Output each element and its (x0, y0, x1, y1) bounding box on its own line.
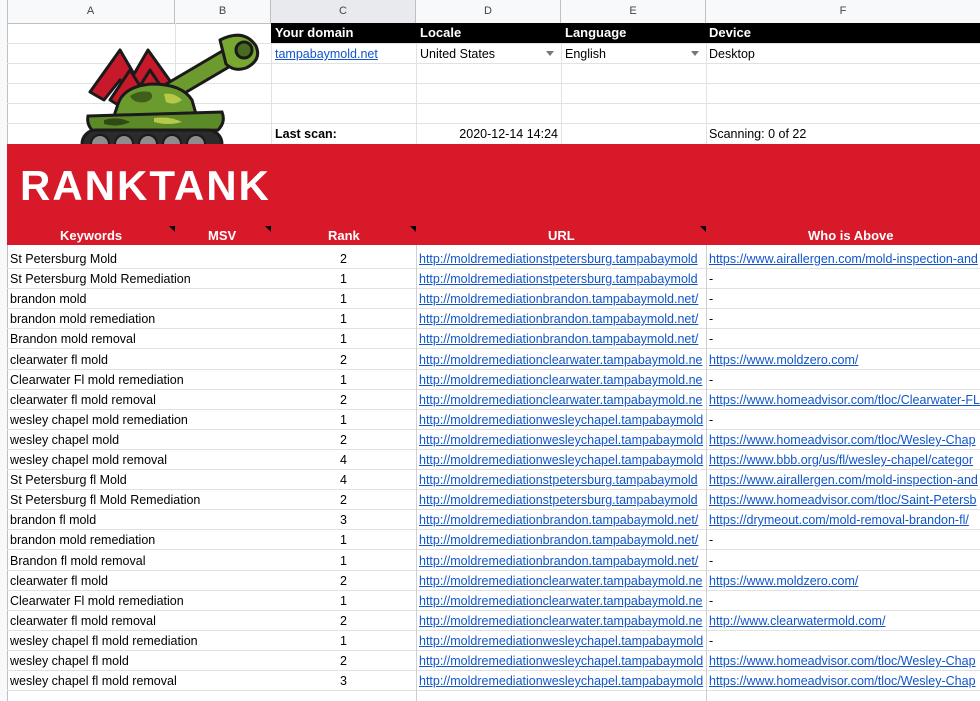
rank-cell: 1 (340, 554, 347, 568)
rank-cell: 1 (340, 413, 347, 427)
keyword-cell: St Petersburg Mold (10, 252, 117, 266)
who-is-above-cell: - (709, 533, 714, 547)
url-cell[interactable] (419, 309, 705, 329)
who-is-above-cell[interactable] (709, 571, 980, 591)
who-is-above-cell-link[interactable]: https://www.homeadvisor.com/tloc/Wesley-Chap (709, 433, 976, 447)
url-cell-link[interactable]: http://moldremediationclearwater.tampabaymold.ne (419, 594, 703, 608)
url-cell[interactable] (419, 571, 705, 591)
keyword-cell: St Petersburg fl Mold Remediation (10, 493, 201, 507)
keyword-cell: wesley chapel fl mold remediation (10, 634, 198, 648)
filter-icon[interactable] (265, 226, 271, 232)
url-cell-link[interactable]: http://moldremediationbrandon.tampabaymold.net/ (419, 554, 699, 568)
who-is-above-cell-link[interactable]: https://www.moldzero.com/ (709, 353, 859, 367)
who-is-above-cell-link[interactable]: https://www.homeadvisor.com/tloc/Wesley-Chap (709, 654, 976, 668)
msv-column-header[interactable]: MSV (208, 228, 237, 243)
rank-cell: 2 (340, 252, 347, 266)
url-cell[interactable] (419, 430, 705, 450)
rank-cell: 1 (340, 594, 347, 608)
keyword-cell: Brandon fl mold removal (10, 554, 146, 568)
url-cell-link[interactable]: http://moldremediationstpetersburg.tampabaymold (419, 493, 698, 507)
keyword-cell: wesley chapel fl mold removal (10, 674, 177, 688)
url-cell-link[interactable]: http://moldremediationclearwater.tampabaymold.ne (419, 614, 703, 628)
keyword-cell: clearwater fl mold removal (10, 393, 156, 407)
column-header-f[interactable]: F (839, 5, 847, 17)
url-cell[interactable] (419, 269, 705, 289)
locale-label: Locale (420, 25, 462, 40)
rank-cell: 2 (340, 574, 347, 588)
url-cell-link[interactable]: http://moldremediationstpetersburg.tampabaymold (419, 252, 698, 266)
rank-cell: 2 (340, 493, 347, 507)
url-cell[interactable] (419, 350, 705, 370)
who-is-above-cell: - (709, 594, 714, 608)
rank-cell: 4 (340, 453, 347, 467)
keywords-column-header[interactable]: Keywords (60, 228, 123, 243)
column-header-bar (0, 0, 980, 24)
last-scan-label: Last scan: (275, 127, 337, 141)
url-cell-link[interactable]: http://moldremediationbrandon.tampabaymold.net/ (419, 513, 699, 527)
keyword-cell: wesley chapel mold remediation (10, 413, 188, 427)
who-is-above-cell: - (709, 413, 714, 427)
keyword-cell: clearwater fl mold (10, 574, 108, 588)
who-is-above-cell-link[interactable]: https://www.homeadvisor.com/tloc/Saint-Petersb (709, 493, 977, 507)
url-cell-link[interactable]: http://moldremediationbrandon.tampabaymold.net/ (419, 533, 699, 547)
url-cell[interactable] (419, 631, 705, 651)
url-cell[interactable] (419, 289, 705, 309)
url-cell-link[interactable]: http://moldremediationwesleychapel.tampabaymold (419, 413, 704, 427)
who-is-above-cell: - (709, 634, 714, 648)
rank-cell: 1 (340, 373, 347, 387)
url-cell-link[interactable]: http://moldremediationclearwater.tampabaymold.ne (419, 393, 703, 407)
who-is-above-cell[interactable] (709, 611, 980, 631)
url-column-header[interactable]: URL (548, 228, 575, 243)
rank-cell: 3 (340, 674, 347, 688)
url-cell[interactable] (419, 390, 705, 410)
domain-value-cell[interactable] (275, 44, 415, 64)
who-is-above-cell: - (709, 292, 714, 306)
url-cell-link[interactable]: http://moldremediationwesleychapel.tampabaymold (419, 433, 704, 447)
filter-icon[interactable] (169, 226, 175, 232)
url-cell[interactable] (419, 530, 705, 550)
url-cell-link[interactable]: http://moldremediationstpetersburg.tampabaymold (419, 473, 698, 487)
keyword-cell: St Petersburg Mold Remediation (10, 272, 191, 286)
last-scan-value: 2020-12-14 14:24 (459, 127, 558, 141)
who-is-above-cell[interactable] (709, 249, 980, 269)
column-header-b[interactable]: B (175, 0, 271, 23)
who-is-above-cell[interactable] (709, 510, 980, 530)
url-cell-link[interactable]: http://moldremediationbrandon.tampabaymold.net/ (419, 312, 699, 326)
url-cell-link[interactable]: http://moldremediationwesleychapel.tampabaymold (419, 453, 704, 467)
rank-cell: 2 (340, 614, 347, 628)
url-cell[interactable] (419, 651, 705, 671)
url-cell[interactable] (419, 551, 705, 571)
keyword-cell: Clearwater Fl mold remediation (10, 594, 184, 608)
who-is-above-cell-link[interactable]: https://www.bbb.org/us/fl/wesley-chapel/categor (709, 453, 974, 467)
rank-cell: 2 (340, 353, 347, 367)
url-cell-link[interactable]: http://moldremediationclearwater.tampabaymold.ne (419, 574, 703, 588)
url-cell-link[interactable]: http://moldremediationclearwater.tampabaymold.ne (419, 353, 703, 367)
rank-column-header[interactable]: Rank (328, 228, 360, 243)
settings-header-bar (271, 23, 980, 43)
column-header-a[interactable]: A (7, 0, 175, 23)
who-is-above-cell: - (709, 373, 714, 387)
rank-cell: 1 (340, 332, 347, 346)
rank-cell: 1 (340, 312, 347, 326)
who-is-above-cell[interactable] (709, 671, 980, 691)
domain-link[interactable]: tampabaymold.net (275, 47, 378, 61)
keyword-cell: wesley chapel fl mold (10, 654, 129, 668)
url-cell-link[interactable]: http://moldremediationclearwater.tampabaymold.ne (419, 373, 703, 387)
who-is-above-cell[interactable] (709, 651, 980, 671)
locale-select[interactable]: United States (420, 47, 496, 61)
keyword-cell: wesley chapel mold (10, 433, 120, 447)
grid-line (416, 245, 417, 701)
url-cell-link[interactable]: http://moldremediationbrandon.tampabaymold.net/ (419, 292, 699, 306)
keyword-cell: clearwater fl mold (10, 353, 108, 367)
rank-cell: 2 (340, 654, 347, 668)
keyword-cell: wesley chapel mold removal (10, 453, 168, 467)
who-is-above-cell-link[interactable]: https://www.airallergen.com/mold-inspection-and (709, 473, 978, 487)
url-cell[interactable] (419, 370, 705, 390)
who-is-above-cell-link[interactable]: https://www.homeadvisor.com/tloc/Wesley-Chap (709, 674, 976, 688)
who-is-above-cell[interactable] (709, 390, 980, 410)
filter-icon[interactable] (700, 226, 706, 232)
keyword-cell: brandon mold remediation (10, 533, 156, 547)
who-is-above-cell-link[interactable]: https://www.airallergen.com/mold-inspection-and (709, 252, 978, 266)
keyword-cell: St Petersburg fl Mold (10, 473, 127, 487)
keyword-cell: Clearwater Fl mold remediation (10, 373, 184, 387)
chevron-down-icon[interactable] (546, 51, 554, 56)
who-is-above-cell[interactable] (709, 350, 980, 370)
column-header-c[interactable]: C (271, 0, 416, 23)
keyword-cell: brandon fl mold (10, 513, 97, 527)
who-is-above-cell-link[interactable]: https://drymeout.com/mold-removal-brandon-fl/ (709, 513, 969, 527)
rank-cell: 1 (340, 292, 347, 306)
who-is-above-cell: - (709, 332, 714, 346)
brand-logo-text: RANKTANK (20, 162, 271, 209)
url-cell[interactable] (419, 470, 705, 490)
grid-line (706, 245, 707, 701)
rank-cell: 2 (340, 433, 347, 447)
who-is-above-column-header[interactable]: Who is Above (808, 228, 894, 243)
who-is-above-cell-link[interactable]: https://www.moldzero.com/ (709, 574, 859, 588)
who-is-above-cell-link[interactable]: http://www.clearwatermold.com/ (709, 614, 886, 628)
scanning-status: Scanning: 0 of 22 (709, 127, 807, 141)
rank-cell: 4 (340, 473, 347, 487)
url-cell[interactable] (419, 249, 705, 269)
who-is-above-cell: - (709, 312, 714, 326)
url-cell-link[interactable]: http://moldremediationbrandon.tampabaymold.net/ (419, 332, 699, 346)
url-cell-link[interactable]: http://moldremediationstpetersburg.tampabaymold (419, 272, 698, 286)
rank-cell: 3 (340, 513, 347, 527)
your-domain-label: Your domain (275, 25, 354, 40)
url-cell[interactable] (419, 329, 705, 349)
url-cell[interactable] (419, 611, 705, 631)
language-select[interactable]: English (565, 47, 606, 61)
select-all-corner[interactable] (0, 0, 8, 23)
language-label: Language (565, 25, 627, 40)
rank-cell: 1 (340, 272, 347, 286)
who-is-above-cell: - (709, 554, 714, 568)
chevron-down-icon[interactable] (691, 51, 699, 56)
url-cell[interactable] (419, 591, 705, 611)
keyword-cell: Brandon mold removal (10, 332, 136, 346)
url-cell-link[interactable]: http://moldremediationwesleychapel.tampabaymold (419, 634, 704, 648)
rank-cell: 2 (340, 393, 347, 407)
tank-icon (74, 30, 264, 162)
url-cell[interactable] (419, 410, 705, 430)
who-is-above-cell: - (709, 272, 714, 286)
device-label: Device (709, 25, 751, 40)
url-cell-link[interactable]: http://moldremediationwesleychapel.tampabaymold (419, 674, 704, 688)
url-cell[interactable] (419, 450, 705, 470)
device-value[interactable]: Desktop (709, 47, 755, 61)
who-is-above-cell-link[interactable]: https://www.homeadvisor.com/tloc/Clearwater-FL (709, 393, 980, 407)
url-cell[interactable] (419, 510, 705, 530)
who-is-above-cell[interactable] (709, 470, 980, 490)
who-is-above-cell[interactable] (709, 450, 980, 470)
column-header-d[interactable]: D (416, 0, 561, 23)
who-is-above-cell[interactable] (709, 490, 980, 510)
column-header-e[interactable]: E (561, 0, 706, 23)
url-cell[interactable] (419, 490, 705, 510)
rank-cell: 1 (340, 533, 347, 547)
keyword-cell: brandon mold remediation (10, 312, 156, 326)
url-cell[interactable] (419, 671, 705, 691)
url-cell-link[interactable]: http://moldremediationwesleychapel.tampabaymold (419, 654, 704, 668)
filter-icon[interactable] (410, 226, 416, 232)
keyword-cell: clearwater fl mold removal (10, 614, 156, 628)
who-is-above-cell[interactable] (709, 430, 980, 450)
keyword-cell: brandon mold (10, 292, 87, 306)
rank-cell: 1 (340, 634, 347, 648)
